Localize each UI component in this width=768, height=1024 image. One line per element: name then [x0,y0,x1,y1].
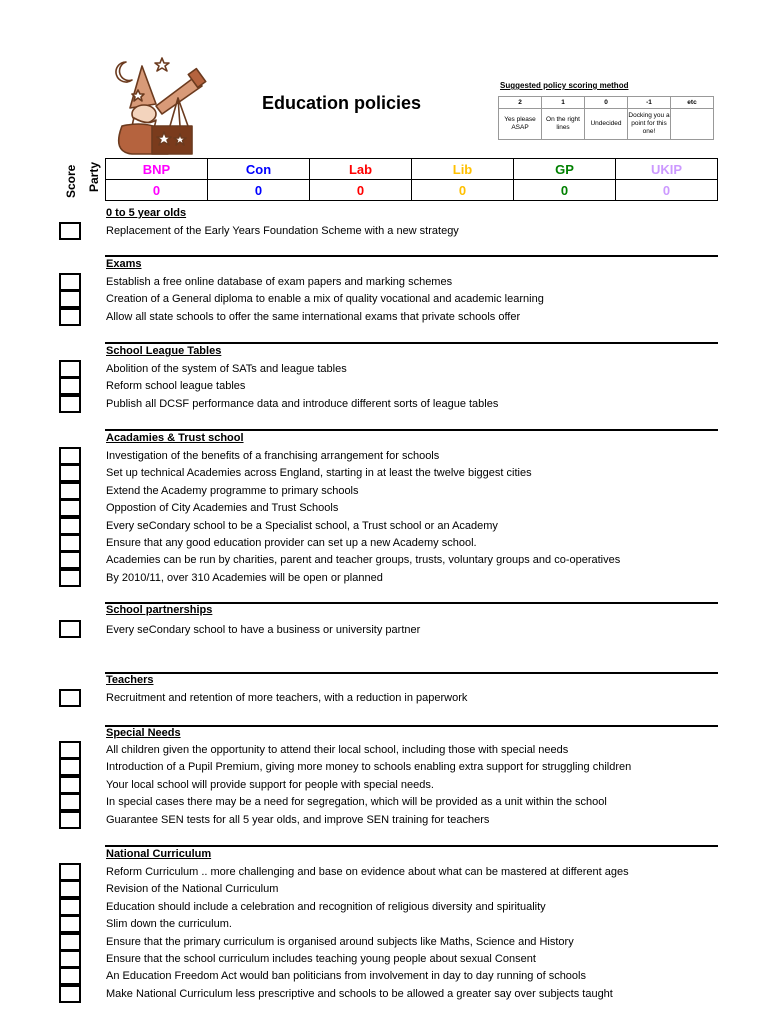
policy-item: An Education Freedom Act would ban politicians from involvement in day to day running of schools [106,970,586,983]
scoring-value: 1 [542,97,585,109]
policy-item: Ensure that any good education provider can set up a new Academy school. [106,537,477,549]
score-column-label: Score [64,164,78,198]
score-checkbox[interactable] [59,395,81,413]
score-checkbox[interactable] [59,464,81,482]
section-title: National Curriculum [106,848,212,860]
scoring-method-caption: Suggested policy scoring method [500,81,629,90]
policy-item: By 2010/11, over 310 Academies will be open or planned [106,571,383,584]
score-checkbox[interactable] [59,811,81,829]
score-checkbox[interactable] [59,482,81,500]
policy-item: All children given the opportunity to attend their local school, including those with special needs [106,744,569,756]
score-checkbox[interactable] [59,290,81,308]
policy-item: Education should include a celebration and recognition of religious diversity and spirituality [106,900,546,913]
policy-item: Every seCondary school to have a business or university partner [106,624,421,636]
score-checkbox[interactable] [59,551,81,569]
section-divider [105,342,718,344]
policy-item: Ensure that the primary curriculum is organised around subjects like Maths, Science and History [106,935,574,948]
score-checkbox[interactable] [59,517,81,535]
score-checkbox[interactable] [59,377,81,395]
policy-item: Guarantee SEN tests for all 5 year olds, and improve SEN training for teachers [106,813,490,826]
party-name-bnp: BNP [106,159,208,180]
policy-item: Publish all DCSF performance data and introduce different sorts of league tables [106,397,499,410]
policy-item: Establish a free online database of exam papers and marking schemes [106,276,453,288]
policy-item: Slim down the curriculum. [106,918,232,931]
policy-item: In special cases there may be a need for segregation, which will be provided as a unit within the school [106,796,607,809]
policy-item: Investigation of the benefits of a franchising arrangement for schools [106,450,440,462]
party-name-ukip: UKIP [616,159,718,180]
section-divider [105,725,718,727]
score-checkbox[interactable] [59,534,81,552]
policy-item: Revision of the National Curriculum [106,883,279,896]
score-checkbox[interactable] [59,933,81,951]
section-divider [105,429,718,431]
section-title: Teachers [106,674,154,686]
party-score-ukip: 0 [616,180,718,201]
policy-item: Every seCondary school to be a Specialist school, a Trust school or an Academy [106,519,498,532]
party-name-gp: GP [514,159,616,180]
policy-item: Replacement of the Early Years Foundation Scheme with a new strategy [106,225,459,237]
party-score-lab: 0 [310,180,412,201]
score-checkbox[interactable] [59,793,81,811]
score-checkbox[interactable] [59,499,81,517]
policy-item: Your local school will provide support for people with special needs. [106,778,434,791]
score-checkbox[interactable] [59,447,81,465]
score-checkbox[interactable] [59,620,81,638]
score-checkbox[interactable] [59,863,81,881]
section-title: School League Tables [106,345,222,357]
score-checkbox[interactable] [59,308,81,326]
section-title: Special Needs [106,727,181,739]
section-title: 0 to 5 year olds [106,207,187,219]
scoring-description: On the right lines [542,109,585,140]
policy-item: Academies can be run by charities, parent and teacher groups, trusts, voluntary groups and co-operatives [106,554,621,567]
scoring-value: etc [671,97,714,109]
policy-item: Reform school league tables [106,380,246,393]
score-checkbox[interactable] [59,985,81,1003]
score-checkbox[interactable] [59,776,81,794]
score-checkbox[interactable] [59,741,81,759]
score-checkbox[interactable] [59,360,81,378]
section-divider [105,672,718,674]
party-name-con: Con [208,159,310,180]
scoring-description: Yes please ASAP [499,109,542,140]
party-score-lib: 0 [412,180,514,201]
score-checkbox[interactable] [59,967,81,985]
score-checkbox[interactable] [59,880,81,898]
party-score-con: 0 [208,180,310,201]
scoring-value: 2 [499,97,542,109]
section-title: School partnerships [106,604,213,616]
scoring-method-table [498,96,714,140]
score-checkbox[interactable] [59,915,81,933]
score-checkbox[interactable] [59,569,81,587]
section-divider [105,845,718,847]
score-checkbox[interactable] [59,689,81,707]
score-checkbox[interactable] [59,273,81,291]
policy-item: Make National Curriculum less prescriptive and schools to be allowed a greater say over subjects taught [106,987,613,1000]
policy-item: Ensure that the school curriculum includes teaching young people about sexual Consent [106,953,536,965]
party-column-label: Party [87,161,101,192]
section-title: Exams [106,258,142,270]
party-score-gp: 0 [514,180,616,201]
party-name-lib: Lib [412,159,514,180]
party-name-lab: Lab [310,159,412,180]
policy-item: Recruitment and retention of more teachers, with a reduction in paperwork [106,692,468,704]
policy-item: Extend the Academy programme to primary schools [106,484,359,497]
score-checkbox[interactable] [59,222,81,240]
policy-item: Allow all state schools to offer the same international exams that private schools offer [106,310,521,323]
policy-item: Creation of a General diploma to enable a mix of quality vocational and academic learning [106,293,544,306]
policy-item: Abolition of the system of SATs and league tables [106,363,347,375]
score-checkbox[interactable] [59,898,81,916]
section-title: Acadamies & Trust school [106,432,244,444]
page-title: Education policies [262,93,422,113]
party-score-table [105,158,718,201]
score-checkbox[interactable] [59,758,81,776]
scoring-description: Undecided [585,109,628,140]
section-divider [105,255,718,257]
scoring-value: -1 [628,97,671,109]
policy-item: Oppostion of City Academies and Trust Schools [106,502,339,515]
policy-item: Introduction of a Pupil Premium, giving more money to schools enabling extra support for struggling children [106,761,632,774]
policy-item: Set up technical Academies across England, starting in at least the twelve biggest cities [106,467,532,480]
scoring-value: 0 [585,97,628,109]
party-score-bnp: 0 [106,180,208,201]
scoring-description [671,109,714,140]
wizard-with-telescope-icon [108,56,208,156]
scoring-description: Docking you a point for this one! [628,109,671,140]
policy-item: Reform Curriculum .. more challenging and base on evidence about what can be mastered at different ages [106,866,629,878]
score-checkbox[interactable] [59,950,81,968]
